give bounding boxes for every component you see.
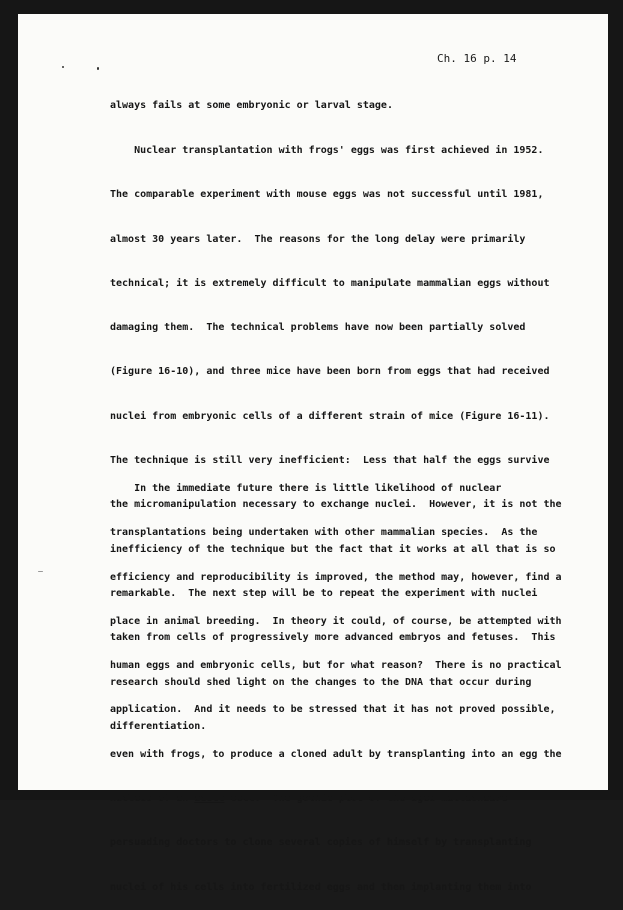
text-line: research should shed light on the changes to the DNA that occur during (110, 676, 532, 688)
scan-speck (38, 571, 43, 572)
text-line: The technique is still very inefficient: Less that half the eggs survive (110, 455, 550, 467)
text-line: In the immediate future there is little likelihood of nuclear (110, 483, 502, 494)
text-line: remarkable. The next step will be to repeat the experiment with nuclei (110, 587, 538, 599)
text-line: inefficiency of the technique but the fact that it works at all that is so (110, 543, 556, 555)
text-line: efficiency and reproducibility is improved, the method may, however, find a (110, 571, 562, 583)
text-line: taken from cells of progressively more advanced embryos and fetuses. This (110, 632, 556, 644)
text-line: human eggs and embryonic cells, but for what reason? There is no practical (110, 660, 562, 672)
text-line: The comparable experiment with mouse eggs was not successful until 1981, (110, 189, 544, 201)
text-line: nuclei from embryonic cells of a different strain of mice (Figure 16-11). (110, 410, 550, 422)
text-line: differentiation. (110, 720, 207, 732)
text-line: nuclei of his cells into fertilized eggs and then implanting them into (110, 881, 532, 893)
text-line-with-underline (110, 788, 580, 810)
text-line: transplantations being undertaken with other mammalian species. As the (110, 527, 538, 539)
text-fragment: nucleus of an (110, 793, 195, 805)
scan-speck (62, 66, 64, 68)
text-line: place in animal breeding. In theory it could, of course, be attempted with (110, 615, 562, 627)
underlined-word: adult (194, 793, 225, 805)
text-line: even with frogs, to produce a cloned adult by transplanting into an egg the (110, 748, 562, 760)
text-line: Nuclear transplantation with frogs' eggs was first achieved in 1952. (110, 145, 544, 156)
page-header: Ch. 16 p. 14 (437, 52, 517, 65)
text-fragment: cell. The gothic plot of the aged millionaire (224, 793, 508, 805)
paragraph-3 (110, 456, 580, 910)
text-line: always fails at some embryonic or larval stage. (110, 100, 393, 111)
text-line: damaging them. The technical problems have now been partially solved (110, 322, 526, 334)
text-line: the micromanipulation necessary to exchange nuclei. However, it is not the (110, 499, 562, 511)
text-line: application. And it needs to be stressed that it has not proved possible, (110, 704, 556, 716)
text-line: (Figure 16-10), and three mice have been born from eggs that had received (110, 366, 550, 378)
text-line: technical; it is extremely difficult to manipulate mammalian eggs without (110, 277, 550, 289)
text-line: persuading doctors to clone several copies of himself by transplanting (110, 837, 532, 849)
scan-speck (97, 67, 99, 70)
text-line: almost 30 years later. The reasons for the long delay were primarily (110, 233, 526, 245)
